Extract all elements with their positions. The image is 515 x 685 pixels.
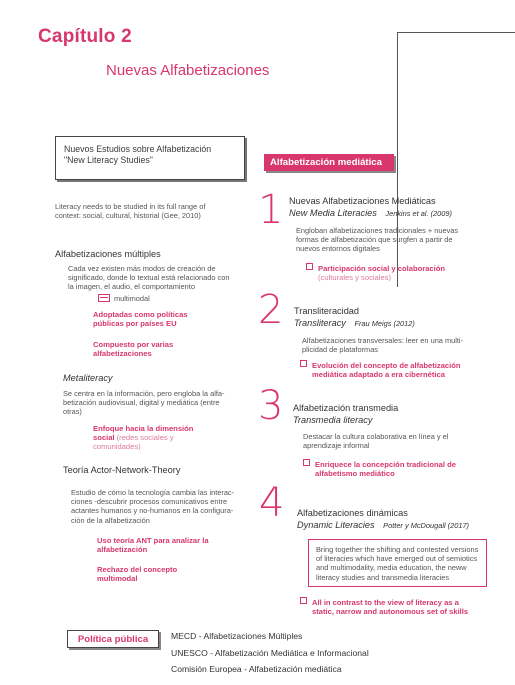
point-line: públicas por países EU (93, 319, 177, 329)
s4-title: Alfabetizaciones dinámicas (297, 508, 408, 518)
desc-line: formas de alfabetización que surgfen a partir de (296, 235, 453, 245)
point-line: Uso teoría ANT para analizar la (97, 536, 209, 545)
point-line: alfabetización (97, 545, 148, 555)
desc-line: nuevos entornos digitales (296, 244, 380, 254)
desc-line: ciones -descubrir procesos comunicativos entre (71, 497, 228, 507)
politica-item: Comisión Europea - Alfabetización mediática (171, 664, 342, 674)
section-number-3: 3 (258, 383, 284, 429)
page-title: Nuevas Alfabetizaciones (106, 62, 270, 79)
politica-publica-label: Política pública (67, 630, 159, 648)
bullet-line (303, 459, 456, 469)
desc-line: la imagen, el audio, el comportamiento (68, 282, 195, 292)
desc-line: Engloban alfabetizaciones tradicionales + nuevas (296, 226, 459, 235)
s1-subtitle: New Media Literacies (289, 208, 377, 218)
s1-cite: Jenkins et al. (2009) (385, 209, 452, 218)
intro-text (55, 202, 205, 220)
metaliteracy-point (93, 424, 193, 452)
desc-line: plicidad de plataformas (302, 345, 379, 355)
quote-line: and multimodality, media education, the neww (316, 563, 467, 573)
bullet-line (300, 597, 468, 607)
square-bullet-icon (306, 263, 313, 270)
point-line: Enfoque hacia la dimensión (93, 424, 194, 433)
section-number-2: 2 (258, 287, 284, 333)
nls-box-line-1: Nuevos Estudios sobre Alfabetización (64, 144, 212, 154)
s1-title: Nuevas Alfabetizaciones Mediáticas (289, 196, 436, 206)
s4-cite: Potter y McDougall (2017) (383, 521, 470, 530)
s3-subtitle: Transmedia literacy (293, 415, 373, 425)
square-bullet-icon (300, 360, 307, 367)
bullet-line (300, 360, 461, 370)
point-line: comunidades) (93, 442, 141, 452)
point-line (93, 433, 193, 442)
metaliteracy-title: Metaliteracy (63, 373, 113, 383)
multiples-title: Alfabetizaciones múltiples (55, 249, 161, 259)
quote-line: of literacies which have emerged out of semiotics (316, 554, 478, 564)
point-line: alfabetizaciones (93, 349, 152, 359)
desc-line: Se centra en la información, pero engloba la alfa- (63, 389, 225, 398)
bullet-text: Evolución del concepto de alfabetización (312, 361, 461, 370)
ant-title: Teoría Actor-Network-Theory (63, 465, 181, 475)
nls-box (55, 136, 245, 180)
intro-line: Literacy needs to be studied in its full range of (55, 202, 206, 211)
desc-line: betización audiovisual, digital y mediática (entre (63, 398, 220, 408)
point-light: (redes sociales y (114, 433, 174, 443)
s3-bullet (303, 459, 456, 478)
ant-desc (71, 488, 234, 525)
point-line: Rechazo del concepto (97, 565, 178, 574)
multimodal-label: multimodal (114, 294, 150, 303)
chapter-title: Capítulo 2 (38, 26, 132, 47)
quote-line: literacy studies and transmedia literacies (316, 572, 450, 582)
desc-line: ción de la alfabetización (71, 515, 150, 525)
desc-line: Alfabetizaciones transversales: leer en una multi- (302, 336, 464, 345)
desc-line: significado, donde lo textual está relacionado con (68, 273, 230, 283)
s1-subtitle-row (289, 208, 452, 219)
ant-point-2 (97, 565, 177, 583)
bullet-line: mediática adaptado a era cibernética (312, 370, 445, 380)
desc-line: actantes humanos y no-humanos en la configura- (71, 506, 234, 516)
s2-subtitle-row (294, 318, 415, 329)
point-line: Adoptadas como políticas (93, 310, 188, 319)
bullet-line: alfabetismo mediático (315, 469, 395, 479)
s3-desc (303, 432, 448, 450)
frame-line-top (397, 32, 515, 33)
bullet-text: Enriquece la concepción tradicional de (315, 460, 456, 469)
media-literacy-banner: Alfabetización mediática (264, 154, 394, 171)
section-number-1: 1 (258, 187, 284, 233)
bullet-line: static, narrow and autonomous set of skills (312, 607, 469, 617)
politica-item: UNESCO - Alfabetización Mediática e Informacional (171, 648, 369, 658)
square-bullet-icon (300, 597, 307, 604)
bullet-line (306, 263, 445, 273)
ant-point-1 (97, 536, 209, 554)
desc-line: Estudio de cómo la tecnología cambia las interac- (71, 488, 235, 497)
s4-bullet (300, 597, 468, 616)
bullet-text: Participación social y colaboración (318, 264, 446, 273)
point-line: Compuesto por varias (93, 340, 174, 349)
desc-line: Destacar la cultura colaborativa en línea y el (303, 432, 449, 441)
multiples-desc (68, 264, 229, 292)
dynamic-literacies-quote-box (308, 539, 487, 587)
s2-desc (302, 336, 463, 354)
multimodal-icon (98, 294, 110, 302)
desc-line: otras) (63, 407, 82, 417)
bullet-text: All in contrast to the view of literacy as a (312, 598, 459, 607)
multiples-point-1 (93, 310, 188, 328)
s1-bullet (306, 263, 445, 282)
s4-subtitle-row (297, 520, 469, 531)
s2-cite: Frau Meigs (2012) (354, 319, 415, 328)
desc-line: aprendizaje informal (303, 441, 370, 451)
s2-subtitle: Transliteracy (294, 318, 346, 328)
square-bullet-icon (303, 459, 310, 466)
quote-line: Bring together the shifting and contested versions (316, 545, 479, 554)
s2-title: Transliteracidad (294, 306, 360, 316)
s4-subtitle: Dynamic Literacies (297, 520, 375, 530)
point-line: multimodal (97, 574, 138, 584)
point-bold: social (93, 433, 115, 443)
intro-line: context: social, cultural, historial (Gee, 2010) (55, 211, 201, 221)
desc-line: Cada vez existen más modos de creación de (68, 264, 216, 273)
politica-item: MECD - Alfabetizaciones Múltiples (171, 631, 303, 641)
section-number-4: 4 (259, 480, 285, 526)
nls-box-line-2: "New Literacy Studies" (64, 154, 153, 165)
s2-bullet (300, 360, 461, 379)
bullet-sub: (culturales y sociales) (318, 273, 392, 283)
multiples-point-2 (93, 340, 173, 358)
s1-desc (296, 226, 458, 254)
s3-title: Alfabetización transmedia (293, 403, 399, 413)
metaliteracy-desc (63, 389, 224, 417)
